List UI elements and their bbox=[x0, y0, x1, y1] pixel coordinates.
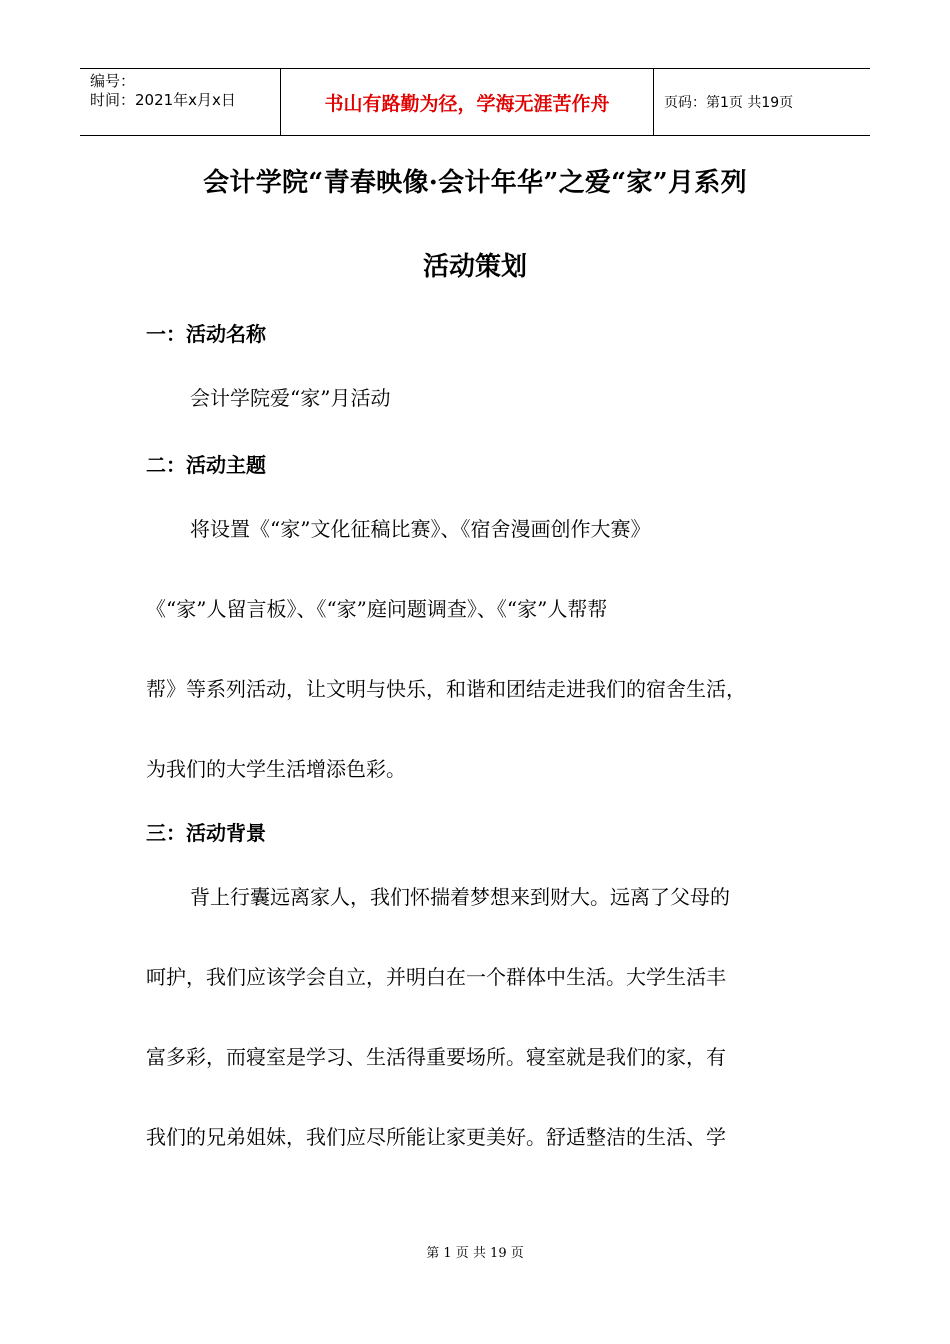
motto-text: 书山有路勤为径，学海无涯苦作舟 bbox=[324, 93, 610, 115]
section-heading-activity-theme: 二：活动主题 bbox=[146, 453, 266, 477]
paragraph-line: 将设置《“家”文化征稿比赛》、《宿舍漫画创作大赛》 bbox=[190, 517, 651, 541]
paragraph-line: 我们的兄弟姐妹，我们应尽所能让家更美好。舒适整洁的生活、学 bbox=[146, 1125, 726, 1149]
header-table bbox=[80, 68, 870, 136]
doc-number-label: 编号： bbox=[90, 72, 136, 90]
paragraph-line: 帮》等系列活动，让文明与快乐，和谐和团结走进我们的宿舍生活， bbox=[146, 677, 746, 701]
paragraph-line: 《“家”人留言板》、《“家”庭问题调查》、《“家”人帮帮 bbox=[146, 597, 608, 621]
document-title-line1: 会计学院“青春映像·会计年华”之爱“家”月系列 bbox=[203, 168, 747, 198]
paragraph-line: 会计学院爱“家”月活动 bbox=[190, 386, 391, 410]
header-page-cell bbox=[654, 69, 870, 135]
header-info-cell bbox=[80, 69, 281, 135]
page-footer: 第 1 页 共 19 页 bbox=[426, 1246, 524, 1261]
paragraph-line: 背上行囊远离家人，我们怀揣着梦想来到财大。远离了父母的 bbox=[190, 885, 730, 909]
document-title-line2: 活动策划 bbox=[422, 252, 527, 282]
date-label: 时间：2021年x月x日 bbox=[90, 91, 236, 109]
paragraph-line: 呵护，我们应该学会自立，并明白在一个群体中生活。大学生活丰 bbox=[146, 965, 726, 989]
section-heading-activity-background: 三：活动背景 bbox=[146, 821, 266, 845]
header-motto-cell bbox=[281, 69, 654, 135]
paragraph-line: 富多彩，而寝室是学习、生活得重要场所。寝室就是我们的家，有 bbox=[146, 1045, 726, 1069]
header-page-info: 页码：第1页 共19页 bbox=[664, 95, 794, 111]
paragraph-line: 为我们的大学生活增添色彩。 bbox=[146, 757, 406, 781]
section-heading-activity-name: 一：活动名称 bbox=[146, 322, 266, 346]
